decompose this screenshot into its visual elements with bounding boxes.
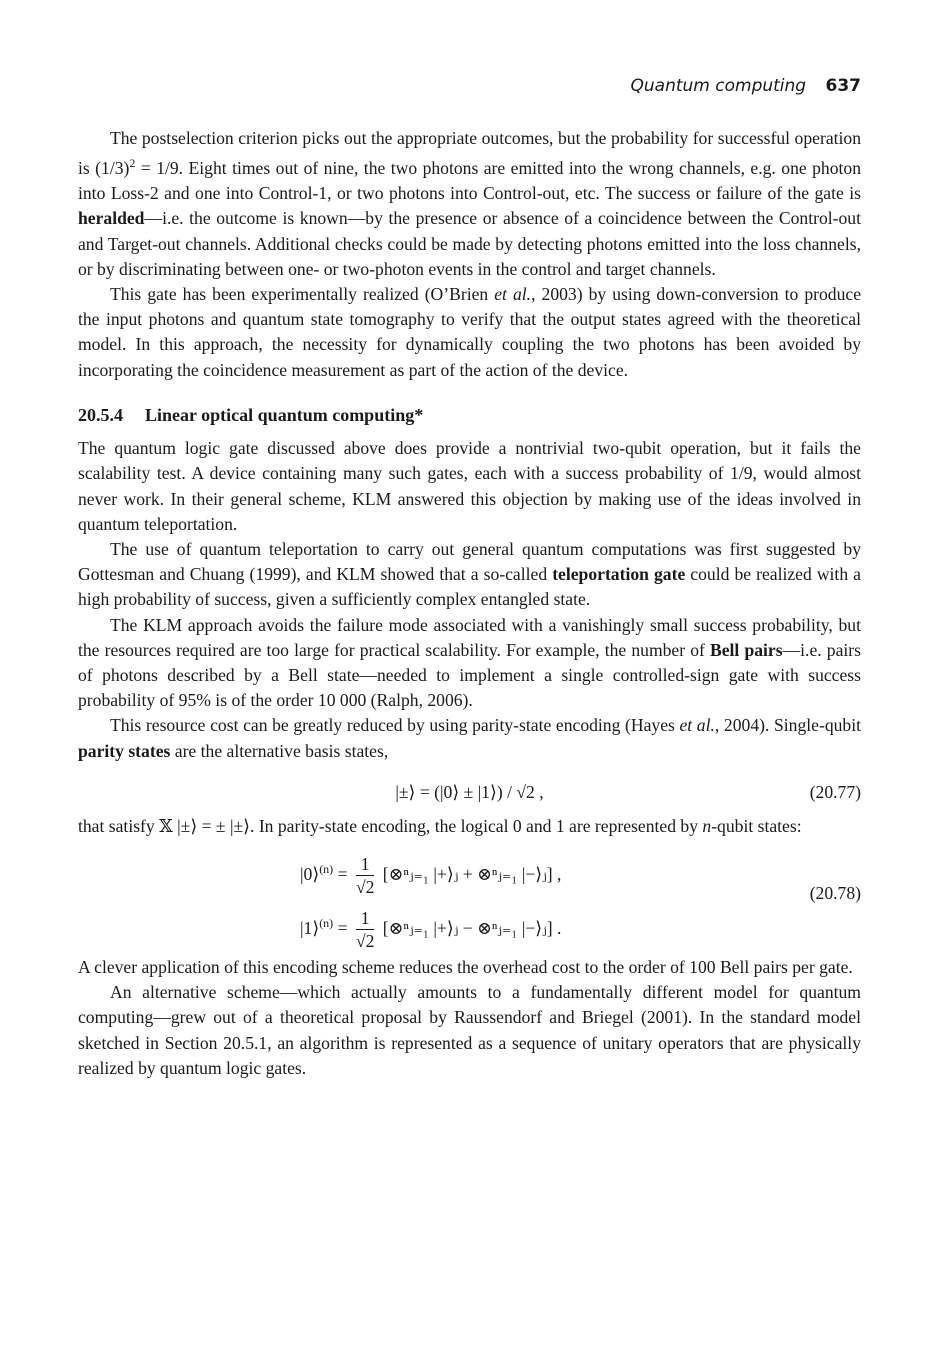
equation-number: (20.77) <box>809 781 861 802</box>
equation-line-zero: |0⟩$^{(n)}$ = $\frac{1}{√2}$ [⊗ⁿⱼ₌₁ |+⟩ⱼ + ⊗ⁿⱼ₌₁ |−⟩ⱼ] , <box>300 854 562 898</box>
paragraph-postselection: The postselection criterion picks out the appropriate outcomes, but the probability for successful operation is $(1/3)^2 = 1/9$. Eight times out of nine, the two photons are emitted into the wrong channels, e.g. one photon into Loss-2 and one into Control-1, or two photons into Control-out, etc. The success or failure of the gate is heralded—i.e. the outcome is known—by the presence or absence of a coincidence between the Control-out and Target-out channels. Additional checks could be made by detecting photons emitted into the loss channels, or by discriminating between one- or two-photon events in the control and target channels. <box>78 128 861 279</box>
body-text <box>78 126 861 1081</box>
equation-line-one: |1⟩$^{(n)}$ = $\frac{1}{√2}$ [⊗ⁿⱼ₌₁ |+⟩ⱼ − ⊗ⁿⱼ₌₁ |−⟩ⱼ] . <box>300 908 562 952</box>
paragraph-alternative-scheme: An alternative scheme—which actually amounts to a fundamentally different model for quantum computing—grew out of a theoretical proposal by Raussendorf and Briegel (2001). In the standard model sketched in Section 20.5.1, an algorithm is represented as a sequence of unitary operators that are physically realized by quantum logic gates. <box>78 982 861 1078</box>
fraction: $\frac{1}{√2}$ <box>355 908 375 952</box>
paragraph-overhead: A clever application of this encoding scheme reduces the overhead cost to the order of 100 Bell pairs per gate. <box>78 956 853 977</box>
paragraph-parity-encoding: This resource cost can be greatly reduced by using parity-state encoding (Hayes et al., 2004). Single-qubit parity states are the alternative basis states, <box>78 715 861 761</box>
equation-20-78 <box>78 841 861 951</box>
equation-number: (20.78) <box>809 882 861 903</box>
section-heading <box>78 403 861 428</box>
equation-20-77 <box>78 772 861 812</box>
fraction: $\frac{1}{√2}$ <box>355 854 375 898</box>
paragraph-teleportation: The use of quantum teleportation to carry out general quantum computations was first suggested by Gottesman and Chuang (1999), and KLM showed that a so-called teleportation gate could be realized with a high probability of success, given a sufficiently complex entangled state. <box>78 538 861 610</box>
paragraph-parity-states: that satisfy 𝕏 |±⟩ = ± |±⟩. In parity-state encoding, the logical 0 and 1 are represented by n-qubit states: <box>78 815 802 836</box>
section-number: 20.5.4 <box>78 404 123 425</box>
equation-body: |±⟩ = (|0⟩ ± |1⟩) / √2 , <box>395 781 544 802</box>
page-number: 637 <box>825 76 861 96</box>
paragraph-klm-approach: The KLM approach avoids the failure mode associated with a vanishingly small success probability, but the resources required are too large for practical scalability. For example, the number of Bell pairs—i.e. pairs of photons described by a Bell state—needed to implement a single controlled-sign gate with success probability of 95% is of the order 10 000 (Ralph, 2006). <box>78 614 861 711</box>
paragraph-experimental-realization: This gate has been experimentally realized (O’Brien et al., 2003) by using down-conversion to produce the input photons and quantum state tomography to verify that the output states agreed with the theoretical model. In this approach, the necessity for dynamically coupling the two photons has been avoided by incorporating the coincidence measurement as part of the action of the device. <box>78 284 861 380</box>
paragraph-scalability: The quantum logic gate discussed above does provide a nontrivial two-qubit operation, but it fails the scalability test. A device containing many such gates, each with a success probability of 1/9, would almost never work. In their general scheme, KLM answered this objection by making use of the ideas involved in quantum teleportation. <box>78 438 861 534</box>
running-head-title: Quantum computing <box>630 76 807 96</box>
running-head <box>631 76 861 96</box>
section-title: Linear optical quantum computing* <box>145 404 424 425</box>
